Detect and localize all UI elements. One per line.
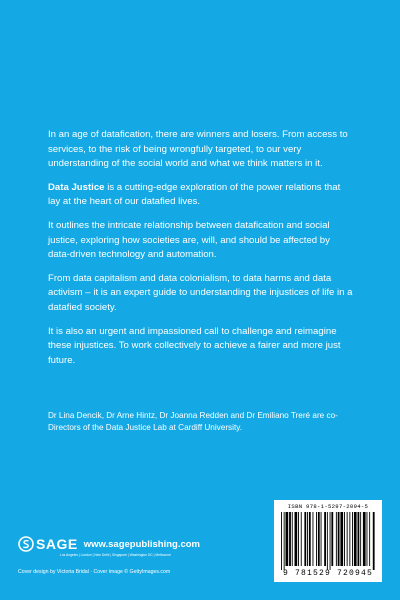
barcode-bar [281, 512, 282, 570]
barcode-bar [284, 512, 285, 570]
isbn-label: ISBN 978-1-5297-2094-5 [287, 503, 369, 510]
barcode-bar [347, 512, 348, 566]
barcode-bar [338, 512, 340, 566]
barcode-bar [340, 512, 343, 566]
blurb-paragraph-2 [48, 181, 354, 210]
barcode-bar [309, 512, 311, 566]
blurb-paragraph-3: It outlines the intricate relationship between datafication and social justice, exploring how societies are, will, and should be affected by data-driven technology and automation. [48, 219, 330, 261]
barcode-bar [307, 512, 308, 566]
barcode-bar [354, 512, 357, 566]
barcode-bar [313, 512, 314, 566]
barcode-bar [316, 512, 317, 566]
barcode-bar [358, 512, 360, 566]
barcode-bar [331, 512, 333, 566]
barcode-bar [324, 512, 326, 566]
barcode-bar [318, 512, 320, 566]
barcode-bar [352, 512, 353, 566]
barcode-bar [373, 512, 375, 570]
publisher-footer [18, 536, 200, 557]
sage-logo [18, 536, 78, 552]
barcode-bar [295, 512, 298, 566]
barcode-bar [360, 512, 361, 566]
publisher-cities: Los Angeles | London | New Delhi | Singapore | Washington DC | Melbourne [60, 553, 172, 557]
cover-credits: Cover design by Victoria Bridal · Cover image © GettyImages.com [18, 569, 171, 575]
barcode-bar [349, 512, 350, 566]
barcode-bar [286, 512, 289, 566]
barcode-bar [289, 512, 291, 566]
book-title-inline: Data Justice [48, 181, 105, 193]
barcode-bar [298, 512, 299, 566]
barcode-bars [280, 512, 376, 570]
barcode-bar [304, 512, 306, 566]
author-note: Dr Lina Dencik, Dr Arne Hintz, Dr Joanna Redden and Dr Emiliano Treré are co-Directors of the Data Justice Lab at Cardiff University. [48, 411, 338, 432]
barcode-bar [336, 512, 337, 566]
barcode-bar [327, 512, 328, 570]
sage-logo-icon [18, 536, 34, 552]
barcode-bar [321, 512, 322, 566]
barcode-bar [367, 512, 368, 566]
barcode-bar [344, 512, 345, 566]
barcode-bar [301, 512, 302, 566]
blurb-paragraph-1: In an age of datafication, there are winners and losers. From access to services, to the risk of being wrongfully targeted, to our very understanding of the social world and what we think matters in it. [48, 129, 348, 170]
barcode-bar [292, 512, 293, 566]
barcode-panel [274, 500, 382, 582]
barcode-number: 9 781529 720945 [282, 569, 373, 578]
barcode-bar [369, 512, 370, 566]
barcode-bar [363, 512, 366, 566]
blurb-paragraph-4: From data capitalism and data colonialism, to data harms and data activism – it is an expert guide to understanding the injustices of life in a datafied society. [48, 272, 353, 313]
barcode-bar [330, 512, 331, 570]
blurb-paragraph-2-text: is a cutting-edge exploration of the power relations that lay at the heart of our datafied lives. [48, 181, 341, 208]
sage-logo-text: SAGE [36, 536, 78, 552]
publisher-url[interactable]: www.sagepublishing.com [83, 538, 200, 550]
blurb [48, 128, 354, 377]
blurb-paragraph-5: It is also an urgent and impassioned call to challenge and reimagine these injustices. To work collectively to achieve a fairer and more just future. [48, 325, 341, 366]
